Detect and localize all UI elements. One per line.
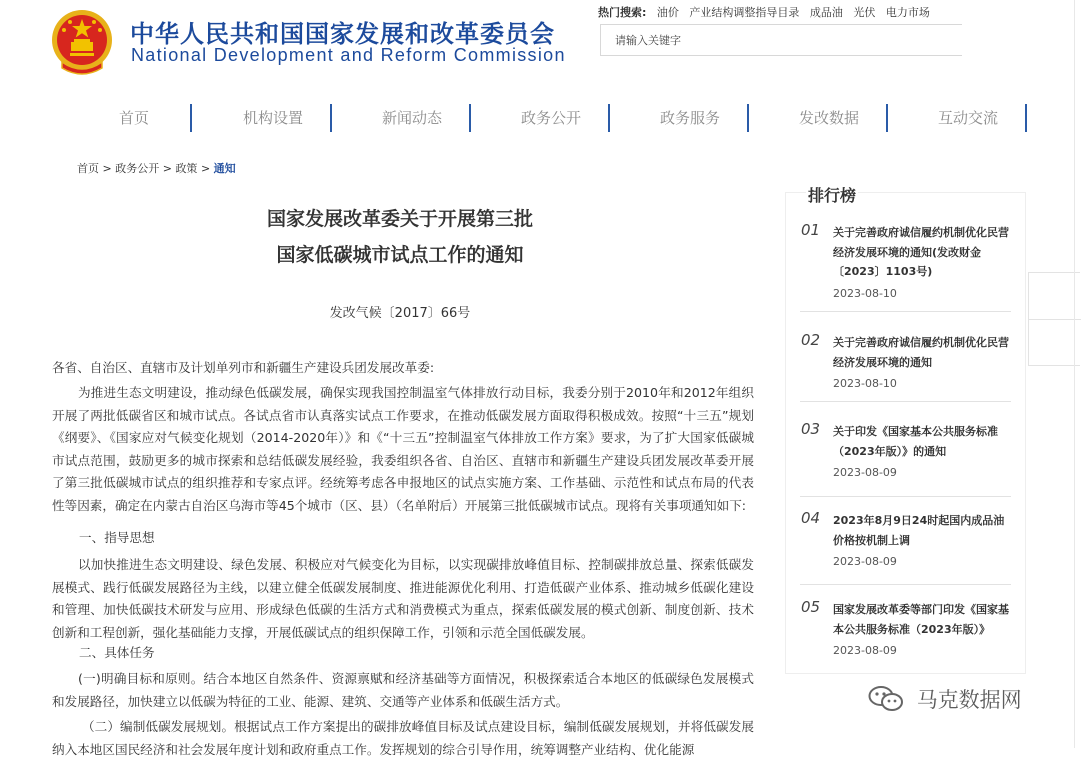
nav-item-services[interactable]: 政务服务 (659, 109, 720, 127)
nav-item-government-affairs[interactable]: 政务公开 (520, 109, 581, 127)
search-box (600, 24, 962, 56)
hot-search-bar (598, 4, 930, 20)
wechat-icon (868, 685, 904, 713)
article-title-line2: 国家低碳城市试点工作的通知 (276, 244, 524, 266)
ranking-link[interactable]: 关于完善政府诚信履约机制优化民营经济发展环境的通知(发改财金〔2023〕1103号) (833, 226, 1009, 278)
ranking-number: 02 (801, 331, 821, 349)
nav-item-data[interactable]: 发改数据 (798, 109, 859, 127)
nav-item-organization[interactable]: 机构设置 (242, 109, 303, 127)
breadcrumb-separator: > (102, 162, 112, 175)
ranking-divider (800, 496, 1011, 497)
nav-divider (330, 104, 332, 132)
breadcrumb-policy[interactable]: 政策 (175, 162, 198, 175)
ranking-link[interactable]: 国家发展改革委等部门印发《国家基本公共服务标准（2023年版）》 (833, 603, 1009, 636)
org-name-english[interactable]: National Development and Reform Commission (131, 45, 566, 65)
national-emblem-logo[interactable] (50, 6, 114, 76)
breadcrumb-current[interactable]: 通知 (213, 162, 236, 175)
ranking-link[interactable]: 关于印发《国家基本公共服务标准（2023年版）》的通知 (833, 425, 998, 458)
hot-search-term[interactable]: 成品油 (809, 6, 843, 19)
nav-divider (886, 104, 888, 132)
hot-search-label: 热门搜索: (598, 6, 647, 19)
ranking-number: 04 (801, 509, 821, 527)
ranking-divider (800, 311, 1011, 312)
nav-divider (190, 104, 192, 132)
ranking-divider (800, 584, 1011, 585)
nav-divider (608, 104, 610, 132)
ranking-date: 2023-08-10 (833, 377, 897, 390)
page-edge-line (1074, 0, 1075, 748)
org-name-chinese[interactable]: 中华人民共和国国家发展和改革委员会 (130, 20, 555, 48)
article-section-heading: 二、具体任务 (79, 645, 155, 660)
ranking-title: 排行榜 (806, 183, 858, 206)
article-paragraph: 为推进生态文明建设，推动绿色低碳发展，确保实现我国控制温室气体排放行动目标，我委分别于2010年和2012年组织开展了两批低碳省区和城市试点。各试点省市认真落实试点工作要求，在推动低碳发展方面取得积极成效。按照“十三五”规划《纲要》、《国家应对气候变化规划（2014-2020年）》和《“十三五”控制温室气体排放工作方案》要求，为了扩大国家低碳城市试点范围，鼓励更多的城市探索和总结低碳发展经验，我委组织各省、自治区、直辖市和新疆生产建设兵团发展改革委开展了第三批低碳城市试点的组织推荐和专家点评。经统筹考虑各申报地区的试点实施方案、工作基础、示范性和试点布局的代表性等因素，确定在内蒙古自治区乌海市等45个城市（区、县）（名单附后）开展第三批低碳城市试点。现将有关事项通知如下: (52, 385, 754, 513)
breadcrumb-separator: > (200, 162, 211, 175)
nav-divider (747, 104, 749, 132)
ranking-link[interactable]: 2023年8月9日24时起国内成品油价格按机制上调 (833, 514, 1005, 547)
ranking-date: 2023-08-09 (833, 644, 897, 657)
watermark (868, 684, 1022, 714)
breadcrumb-home[interactable]: 首页 (77, 162, 99, 175)
ranking-date: 2023-08-09 (833, 555, 897, 568)
nav-item-interaction[interactable]: 互动交流 (937, 109, 998, 127)
ranking-number: 01 (801, 221, 821, 239)
article-section-heading: 一、指导思想 (79, 530, 155, 545)
nav-item-news[interactable]: 新闻动态 (381, 109, 442, 127)
hot-search-term[interactable]: 电力市场 (885, 6, 930, 19)
article-paragraph: （二）编制低碳发展规划。根据试点工作方案提出的碳排放峰值目标及试点建设目标，编制低碳发展规划，并将低碳发展纳入本地区国民经济和社会发展年度计划和政府重点工作。发挥规划的综合引导作用，统筹调整产业结构、优化能源 (52, 719, 754, 757)
ranking-link[interactable]: 关于完善政府诚信履约机制优化民营经济发展环境的通知 (833, 336, 1009, 369)
hot-search-term[interactable]: 光伏 (853, 6, 876, 19)
article-paragraph: (一)明确目标和原则。结合本地区自然条件、资源禀赋和经济基础等方面情况，积极探索适合本地区的低碳绿色发展模式和发展路径，加快建立以低碳为特征的工业、能源、建筑、交通等产业体系和低碳生活方式。 (52, 671, 754, 709)
article-title-line1: 国家发展改革委关于开展第三批 (266, 208, 533, 230)
ranking-date: 2023-08-09 (833, 466, 897, 479)
watermark-text: 马克数据网 (916, 688, 1022, 712)
nav-divider (1025, 104, 1027, 132)
nav-item-home[interactable]: 首页 (118, 109, 149, 127)
ranking-divider (800, 401, 1011, 402)
hot-search-term[interactable]: 油价 (656, 6, 679, 19)
ranking-panel (785, 186, 1026, 674)
breadcrumb-separator: > (162, 162, 172, 175)
breadcrumb (77, 160, 236, 176)
ranking-date: 2023-08-10 (833, 287, 897, 300)
hot-search-term[interactable]: 产业结构调整指导目录 (689, 6, 800, 19)
main-nav (64, 104, 1040, 132)
breadcrumb-government-affairs[interactable]: 政务公开 (115, 162, 160, 175)
article-paragraph: 以加快推进生态文明建设、绿色发展、积极应对气候变化为目标，以实现碳排放峰值目标、控制碳排放总量、探索低碳发展模式、践行低碳发展路径为主线，以建立健全低碳发展制度、推进能源优化利用、打造低碳产业体系、推动城乡低碳化建设和管理、加快低碳技术研发与应用、形成绿色低碳的生活方式和消费模式为重点，探索低碳发展的模式创新、制度创新、技术创新和工程创新，强化基础能力支撑，开展低碳试点的组织保障工作，引领和示范全国低碳发展。 (52, 557, 754, 640)
ranking-number: 05 (801, 598, 821, 616)
document-number: 发改气候〔2017〕66号 (329, 306, 471, 321)
search-input[interactable] (601, 25, 962, 55)
ranking-number: 03 (801, 420, 821, 438)
side-float-tab[interactable] (1028, 272, 1080, 366)
nav-divider (469, 104, 471, 132)
article-salutation: 各省、自治区、直辖市及计划单列市和新疆生产建设兵团发展改革委: (52, 360, 435, 375)
